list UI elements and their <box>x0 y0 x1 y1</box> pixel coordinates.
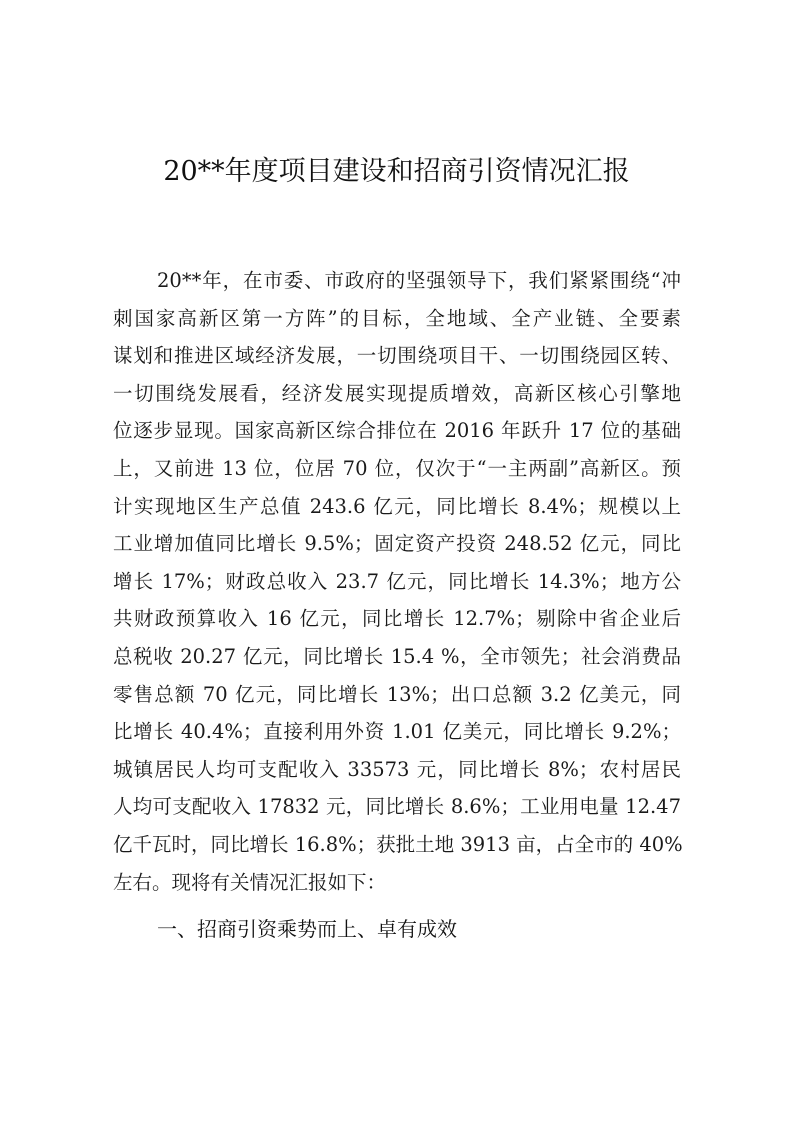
paragraph-line: 上，又前进 13 位，位居 70 位，仅次于“一主两副”高新区。预 <box>113 456 681 480</box>
paragraph-line: 位逐步显现。国家高新区综合排位在 2016 年跃升 17 位的基础 <box>113 419 681 443</box>
intro-paragraph <box>113 262 681 901</box>
paragraph-line: 20**年，在市委、市政府的坚强领导下，我们紧紧围绕“冲 <box>157 269 681 292</box>
paragraph-line: 计实现地区生产总值 243.6 亿元，同比增长 8.4%；规模以上 <box>113 494 681 518</box>
paragraph-line: 谋划和推进区域经济发展，一切围绕项目干、一切围绕园区转、 <box>113 344 681 368</box>
paragraph-line: 总税收 20.27 亿元，同比增长 15.4 %，全市领先；社会消费品 <box>113 644 681 668</box>
paragraph-line: 增长 17%；财政总收入 23.7 亿元，同比增长 14.3%；地方公 <box>113 569 681 593</box>
document-title: 20**年度项目建设和招商引资情况汇报 <box>163 156 630 187</box>
paragraph-line: 亿千瓦时，同比增长 16.8%；获批土地 3913 亩，占全市的 40% <box>113 832 683 856</box>
paragraph-line: 人均可支配收入 17832 元，同比增长 8.6%；工业用电量 12.47 <box>113 795 681 819</box>
paragraph-line: 刺国家高新区第一方阵”的目标，全地域、全产业链、全要素 <box>113 306 681 330</box>
paragraph-line: 城镇居民人均可支配收入 33573 元，同比增长 8%；农村居民 <box>113 757 681 781</box>
paragraph-line: 比增长 40.4%；直接利用外资 1.01 亿美元，同比增长 9.2%； <box>113 720 681 744</box>
paragraph-line: 零售总额 70 亿元，同比增长 13%；出口总额 3.2 亿美元，同 <box>113 682 681 706</box>
paragraph-line: 左右。现将有关情况汇报如下： <box>113 870 387 894</box>
paragraph-line: 一切围绕发展看，经济发展实现提质增效，高新区核心引擎地 <box>113 381 681 405</box>
section-heading: 一、招商引资乘势而上、卓有成效 <box>157 917 457 941</box>
paragraph-line: 工业增加值同比增长 9.5%；固定资产投资 248.52 亿元，同比 <box>113 532 681 556</box>
paragraph-line: 共财政预算收入 16 亿元，同比增长 12.7%；剔除中省企业后 <box>113 607 681 631</box>
